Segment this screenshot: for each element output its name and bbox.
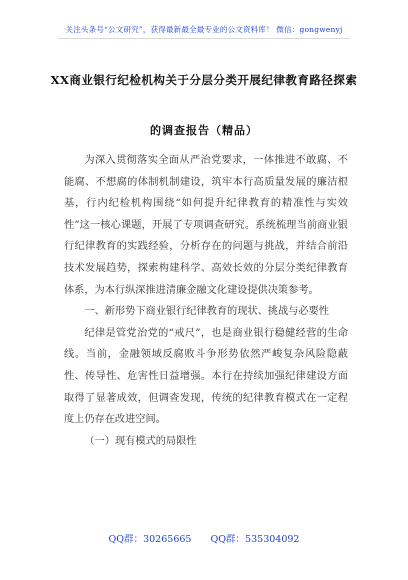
subsection-heading-1: （一）现有模式的局限性: [84, 435, 197, 447]
document-title-continued: 的调查报告（精品）: [150, 124, 258, 137]
document-title: XX商业银行纪检机构关于分层分类开展纪律教育路径探索: [50, 73, 358, 87]
footer-contacts: [0, 531, 408, 545]
body-paragraph-discipline: 纪律是管党治党的“戒尺”，也是商业银行稳健经营的生命线。当前，金融领域反腐败斗争形势依然严峻复杂风险隐蔽性、传导性、危害性日益增强。本行在持续加强纪律建设方面取得了显著成效，但调查发现，传统的纪律教育模式在一定程度上仍存在改进空间。: [64, 327, 348, 426]
header-divider: [58, 38, 350, 39]
section-heading-1: 一、新形势下商业银行纪律教育的现状、挑战与必要性: [84, 306, 329, 318]
footer-qq-group-1: QQ群：30265665: [108, 534, 192, 545]
footer-qq-group-2: QQ群：535304092: [210, 534, 300, 545]
body-paragraph-intro: 为深入贯彻落实全面从严治党要求，一体推进不敢腐、不能腐、不想腐的体制机制建设，筑牢本行高质量发展的廉洁根基，行内纪检机构围绕“如何提升纪律教育的精准性与实效性”这一核心课题，开展了专项调查研究。系统梳理当前商业银行纪律教育的实践经验，分析存在的问题与挑战，并结合前沿技术发展趋势，探索构建科学、高效长效的分层分类纪律教育体系，为本行纵深推进清廉金融文化建设提供决策参考。: [64, 155, 348, 296]
document-body: [64, 150, 348, 452]
header-note: 关注头条号“公文研究”，获得最新最全最专业的公文资料库！ 微信：gongwenyj: [65, 25, 343, 34]
